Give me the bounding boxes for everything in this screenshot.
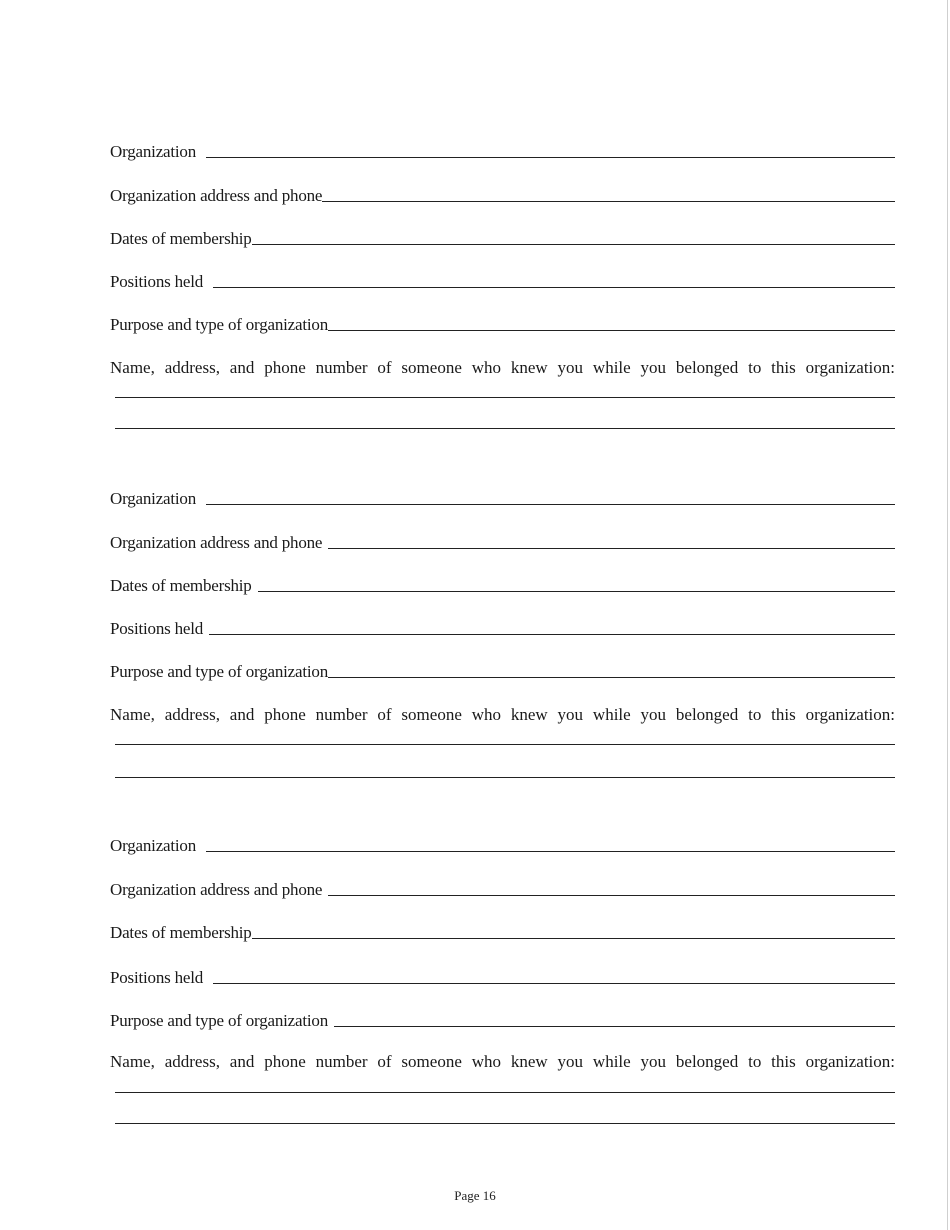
page-number: Page 16 — [454, 1188, 496, 1203]
organization-label: Organization — [110, 836, 197, 855]
purpose-row — [110, 311, 895, 335]
purpose-row — [110, 658, 895, 682]
address-field[interactable] — [328, 547, 895, 549]
positions-label: Positions held — [110, 619, 204, 638]
dates-row — [110, 572, 895, 596]
organization-field[interactable] — [206, 850, 895, 852]
contact-line-1[interactable] — [115, 744, 895, 745]
positions-field[interactable] — [209, 633, 895, 635]
purpose-label: Purpose and type of organization — [110, 315, 329, 334]
purpose-field[interactable] — [328, 676, 895, 678]
dates-label: Dates of membership — [110, 923, 252, 942]
address-label: Organization address and phone — [110, 880, 323, 899]
organization-label: Organization — [110, 489, 197, 508]
purpose-field[interactable] — [328, 329, 895, 331]
address-row — [110, 182, 895, 206]
positions-row — [110, 615, 895, 639]
dates-label: Dates of membership — [110, 576, 252, 595]
dates-row — [110, 919, 895, 943]
positions-field[interactable] — [213, 286, 895, 288]
positions-label: Positions held — [110, 968, 204, 987]
purpose-field[interactable] — [334, 1025, 895, 1027]
positions-field[interactable] — [213, 982, 895, 984]
organization-field[interactable] — [206, 156, 895, 158]
dates-field[interactable] — [258, 590, 895, 592]
positions-row — [110, 268, 895, 292]
address-label: Organization address and phone — [110, 186, 323, 205]
address-field[interactable] — [322, 200, 895, 202]
purpose-label: Purpose and type of organization — [110, 1011, 329, 1030]
contact-question: Name, address, and phone number of someone who knew you while you belonged to this organization: — [110, 1052, 895, 1071]
organization-field[interactable] — [206, 503, 895, 505]
contact-question: Name, address, and phone number of someone who knew you while you belonged to this organization: — [110, 705, 895, 724]
dates-field[interactable] — [252, 937, 895, 939]
address-row — [110, 529, 895, 553]
purpose-row — [110, 1007, 895, 1031]
purpose-label: Purpose and type of organization — [110, 662, 329, 681]
contact-question: Name, address, and phone number of someone who knew you while you belonged to this organization: — [110, 358, 895, 377]
page-edge — [947, 0, 948, 1230]
address-label: Organization address and phone — [110, 533, 323, 552]
address-row — [110, 876, 895, 900]
dates-label: Dates of membership — [110, 229, 252, 248]
organization-row — [110, 832, 895, 856]
positions-row — [110, 964, 895, 988]
organization-label: Organization — [110, 142, 197, 161]
contact-line-2[interactable] — [115, 777, 895, 778]
contact-line-2[interactable] — [115, 1123, 895, 1124]
positions-label: Positions held — [110, 272, 204, 291]
organization-row — [110, 485, 895, 509]
dates-field[interactable] — [252, 243, 895, 245]
organization-row — [110, 138, 895, 162]
dates-row — [110, 225, 895, 249]
contact-line-2[interactable] — [115, 428, 895, 429]
contact-line-1[interactable] — [115, 1092, 895, 1093]
contact-line-1[interactable] — [115, 397, 895, 398]
address-field[interactable] — [328, 894, 895, 896]
